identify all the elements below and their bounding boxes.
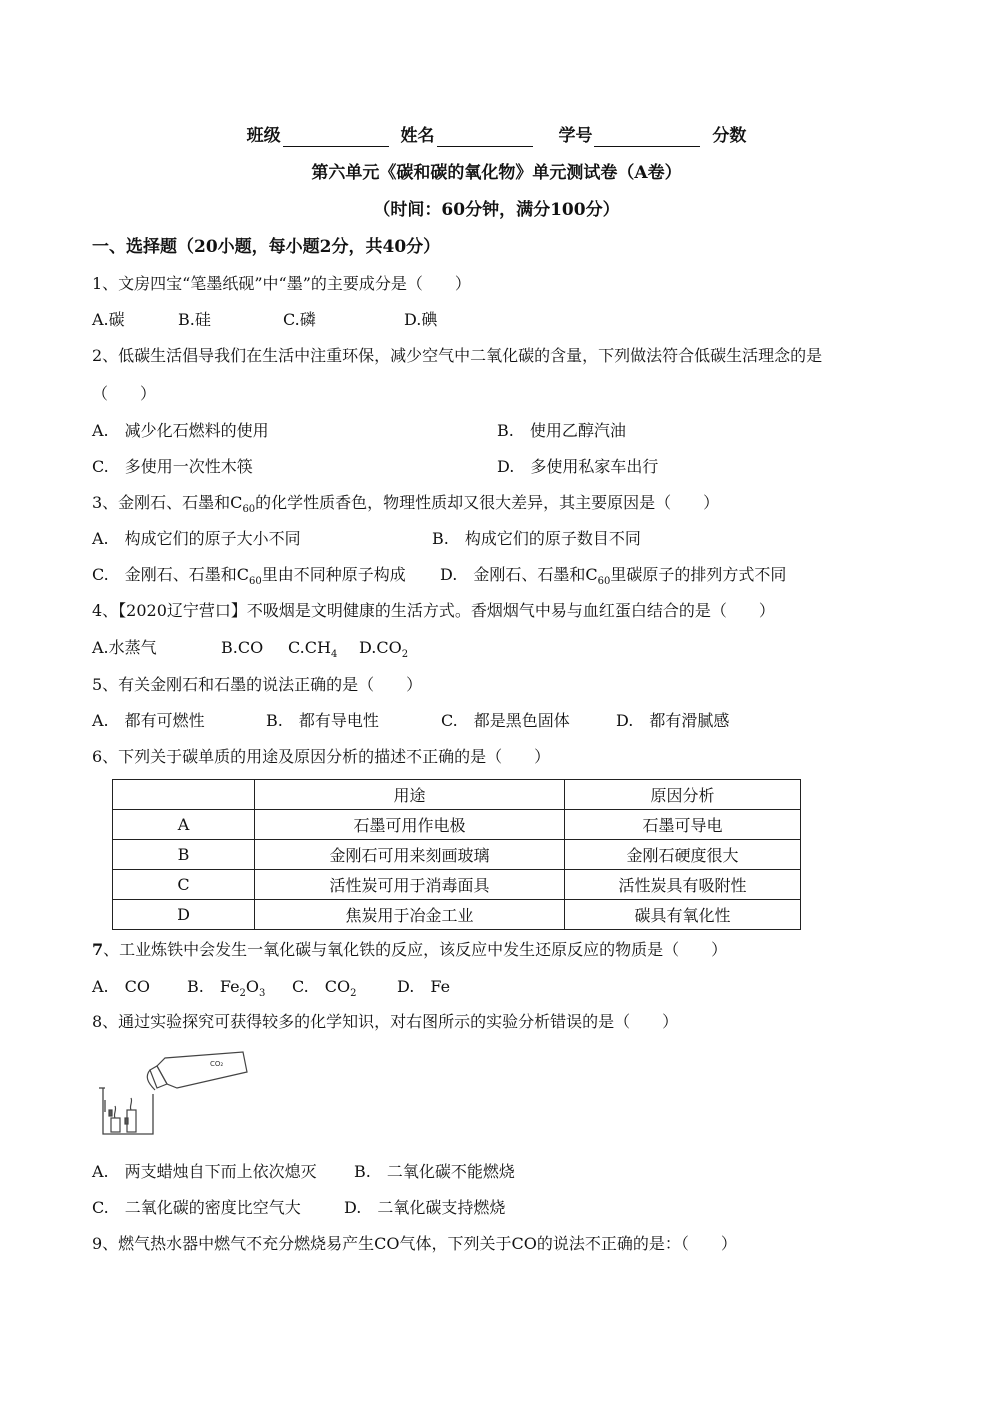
q4-option-d[interactable] <box>359 638 408 665</box>
q3-option-d-part-a: D. 金刚石、石墨和C <box>440 565 598 584</box>
q4-option-d-part-a: D.CO <box>359 638 402 657</box>
q1-option-b[interactable]: B.硅 <box>178 310 211 329</box>
q3-option-c-sub: 60 <box>249 576 262 588</box>
q7-option-b-part-a: B. Fe <box>187 977 240 996</box>
q5-option-d[interactable]: D. 都有滑腻感 <box>616 711 730 730</box>
table-row[interactable] <box>113 840 801 870</box>
name-blank[interactable] <box>437 128 533 147</box>
table-cell: 金刚石可用来刻画玻璃 <box>255 840 565 870</box>
q3-stem-part-a: 3、金刚石、石墨和C <box>92 493 243 512</box>
q1-option-c[interactable]: C.磷 <box>283 310 316 329</box>
table-row[interactable] <box>113 870 801 900</box>
beaker-icon <box>99 1088 153 1134</box>
q7-option-c-part-a: C. CO <box>292 977 351 996</box>
q8-experiment-figure <box>95 1048 255 1140</box>
figure-co2-label: CO₂ <box>210 1060 224 1068</box>
q3-option-a[interactable]: A. 构成它们的原子大小不同 <box>92 529 301 548</box>
q7-option-c[interactable] <box>292 977 357 1004</box>
table-header-cell: 用途 <box>255 780 565 810</box>
table-cell: 石墨可导电 <box>565 810 801 840</box>
student-info-header <box>0 125 993 147</box>
q4-stem: 4、【2020辽宁营口】不吸烟是文明健康的生活方式。香烟烟气中易与血红蛋白结合的是（ ） <box>92 601 775 620</box>
q7-number: 7 <box>92 940 104 959</box>
q3-stem-part-b: 的化学性质香色，物理性质却又很大差异，其主要原因是（ ） <box>255 493 720 512</box>
table-row[interactable] <box>113 810 801 840</box>
q3-option-d-part-b: 里碳原子的排列方式不同 <box>610 565 787 584</box>
q3-option-d[interactable] <box>440 565 786 592</box>
q7-option-d[interactable]: D. Fe <box>397 977 451 996</box>
table-cell: 焦炭用于冶金工业 <box>255 900 565 930</box>
exam-subtitle: （时间：60分钟，满分100分） <box>373 200 620 220</box>
q4-option-c-sub: 4 <box>330 649 338 661</box>
candles-icon <box>109 1098 136 1132</box>
table-cell: 活性炭可用于消毒面具 <box>255 870 565 900</box>
q5-option-c[interactable]: C. 都是黑色固体 <box>441 711 570 730</box>
class-label: 班级 <box>246 126 281 146</box>
q5-option-b[interactable]: B. 都有导电性 <box>266 711 379 730</box>
q7-option-b-mid: O <box>245 977 260 996</box>
q8-option-b[interactable]: B. 二氧化碳不能燃烧 <box>354 1162 515 1181</box>
section-heading: 一、选择题（20小题，每小题2分，共40分） <box>92 237 441 257</box>
q4-option-b[interactable]: B.CO <box>221 638 264 657</box>
q7-option-b-sub2: 3 <box>259 988 266 1000</box>
q2-option-c[interactable]: C. 多使用一次性木筷 <box>92 457 253 476</box>
q4-option-d-sub: 2 <box>401 649 409 661</box>
q2-stem: 2、低碳生活倡导我们在生活中注重环保，减少空气中二氧化碳的含量，下列做法符合低碳生活理念的是 <box>92 346 823 365</box>
q6-table <box>112 779 801 930</box>
id-label: 学号 <box>558 126 593 146</box>
q1-stem: 1、文房四宝“笔墨纸砚”中“墨”的主要成分是（ ） <box>92 274 471 293</box>
table-row[interactable] <box>113 900 801 930</box>
q3-stem <box>92 493 719 520</box>
table-cell: 金刚石硬度很大 <box>565 840 801 870</box>
q3-stem-sub: 60 <box>242 504 256 516</box>
q4-option-c-part-a: C.CH <box>288 638 331 657</box>
table-cell: C <box>113 870 255 900</box>
q3-option-c-part-b: 里由不同种原子构成 <box>261 565 406 584</box>
table-header-cell <box>113 780 255 810</box>
q3-option-c-part-a: C. 金刚石、石墨和C <box>92 565 250 584</box>
q7-stem <box>92 940 727 960</box>
q2-stem-cont: （ ） <box>92 384 157 403</box>
table-cell: 石墨可用作电极 <box>255 810 565 840</box>
class-blank[interactable] <box>283 128 389 147</box>
q8-option-d[interactable]: D. 二氧化碳支持燃烧 <box>344 1198 506 1217</box>
q3-option-c[interactable] <box>92 565 406 592</box>
table-cell: 碳具有氧化性 <box>565 900 801 930</box>
q8-stem: 8、通过实验探究可获得较多的化学知识，对右图所示的实验分析错误的是（ ） <box>92 1012 679 1031</box>
q8-option-a[interactable]: A. 两支蜡烛自下而上依次熄灭 <box>92 1162 317 1181</box>
q2-option-b[interactable]: B. 使用乙醇汽油 <box>497 421 626 440</box>
q4-option-a[interactable]: A.水蒸气 <box>92 638 157 657</box>
q4-option-c[interactable] <box>288 638 337 665</box>
id-blank[interactable] <box>594 128 700 147</box>
table-cell: B <box>113 840 255 870</box>
q3-option-b[interactable]: B. 构成它们的原子数目不同 <box>432 529 641 548</box>
table-cell: 活性炭具有吸附性 <box>565 870 801 900</box>
q7-option-b-sub1: 2 <box>239 988 246 1000</box>
q5-option-a[interactable]: A. 都有可燃性 <box>92 711 205 730</box>
q3-option-d-sub: 60 <box>597 576 611 588</box>
table-header-cell: 原因分析 <box>565 780 801 810</box>
q5-stem: 5、有关金刚石和石墨的说法正确的是（ ） <box>92 675 423 694</box>
q1-option-a[interactable]: A.碳 <box>92 310 125 329</box>
q7-option-b[interactable] <box>187 977 265 1004</box>
exam-title: 第六单元《碳和碳的氧化物》单元测试卷（A卷） <box>311 163 682 183</box>
q7-stem-text: 、工业炼铁中会发生一氧化碳与氧化铁的反应，该反应中发生还原反应的物质是（ ） <box>103 940 728 959</box>
table-cell: D <box>113 900 255 930</box>
co2-bottle-icon <box>147 1052 247 1090</box>
q2-option-a[interactable]: A. 减少化石燃料的使用 <box>92 421 269 440</box>
q8-option-c[interactable]: C. 二氧化碳的密度比空气大 <box>92 1198 301 1217</box>
name-label: 姓名 <box>400 126 435 146</box>
table-cell: A <box>113 810 255 840</box>
q7-option-c-sub: 2 <box>350 988 357 1000</box>
q6-stem: 6、下列关于碳单质的用途及原因分析的描述不正确的是（ ） <box>92 747 551 766</box>
score-label: 分数 <box>712 126 747 146</box>
q7-option-a[interactable]: A. CO <box>92 977 151 996</box>
table-header-row <box>113 780 801 810</box>
q2-option-d[interactable]: D. 多使用私家车出行 <box>497 457 659 476</box>
q9-stem: 9、燃气热水器中燃气不充分燃烧易产生CO气体，下列关于CO的说法不正确的是：（ ） <box>92 1234 737 1253</box>
q1-option-d[interactable]: D.碘 <box>404 310 438 329</box>
